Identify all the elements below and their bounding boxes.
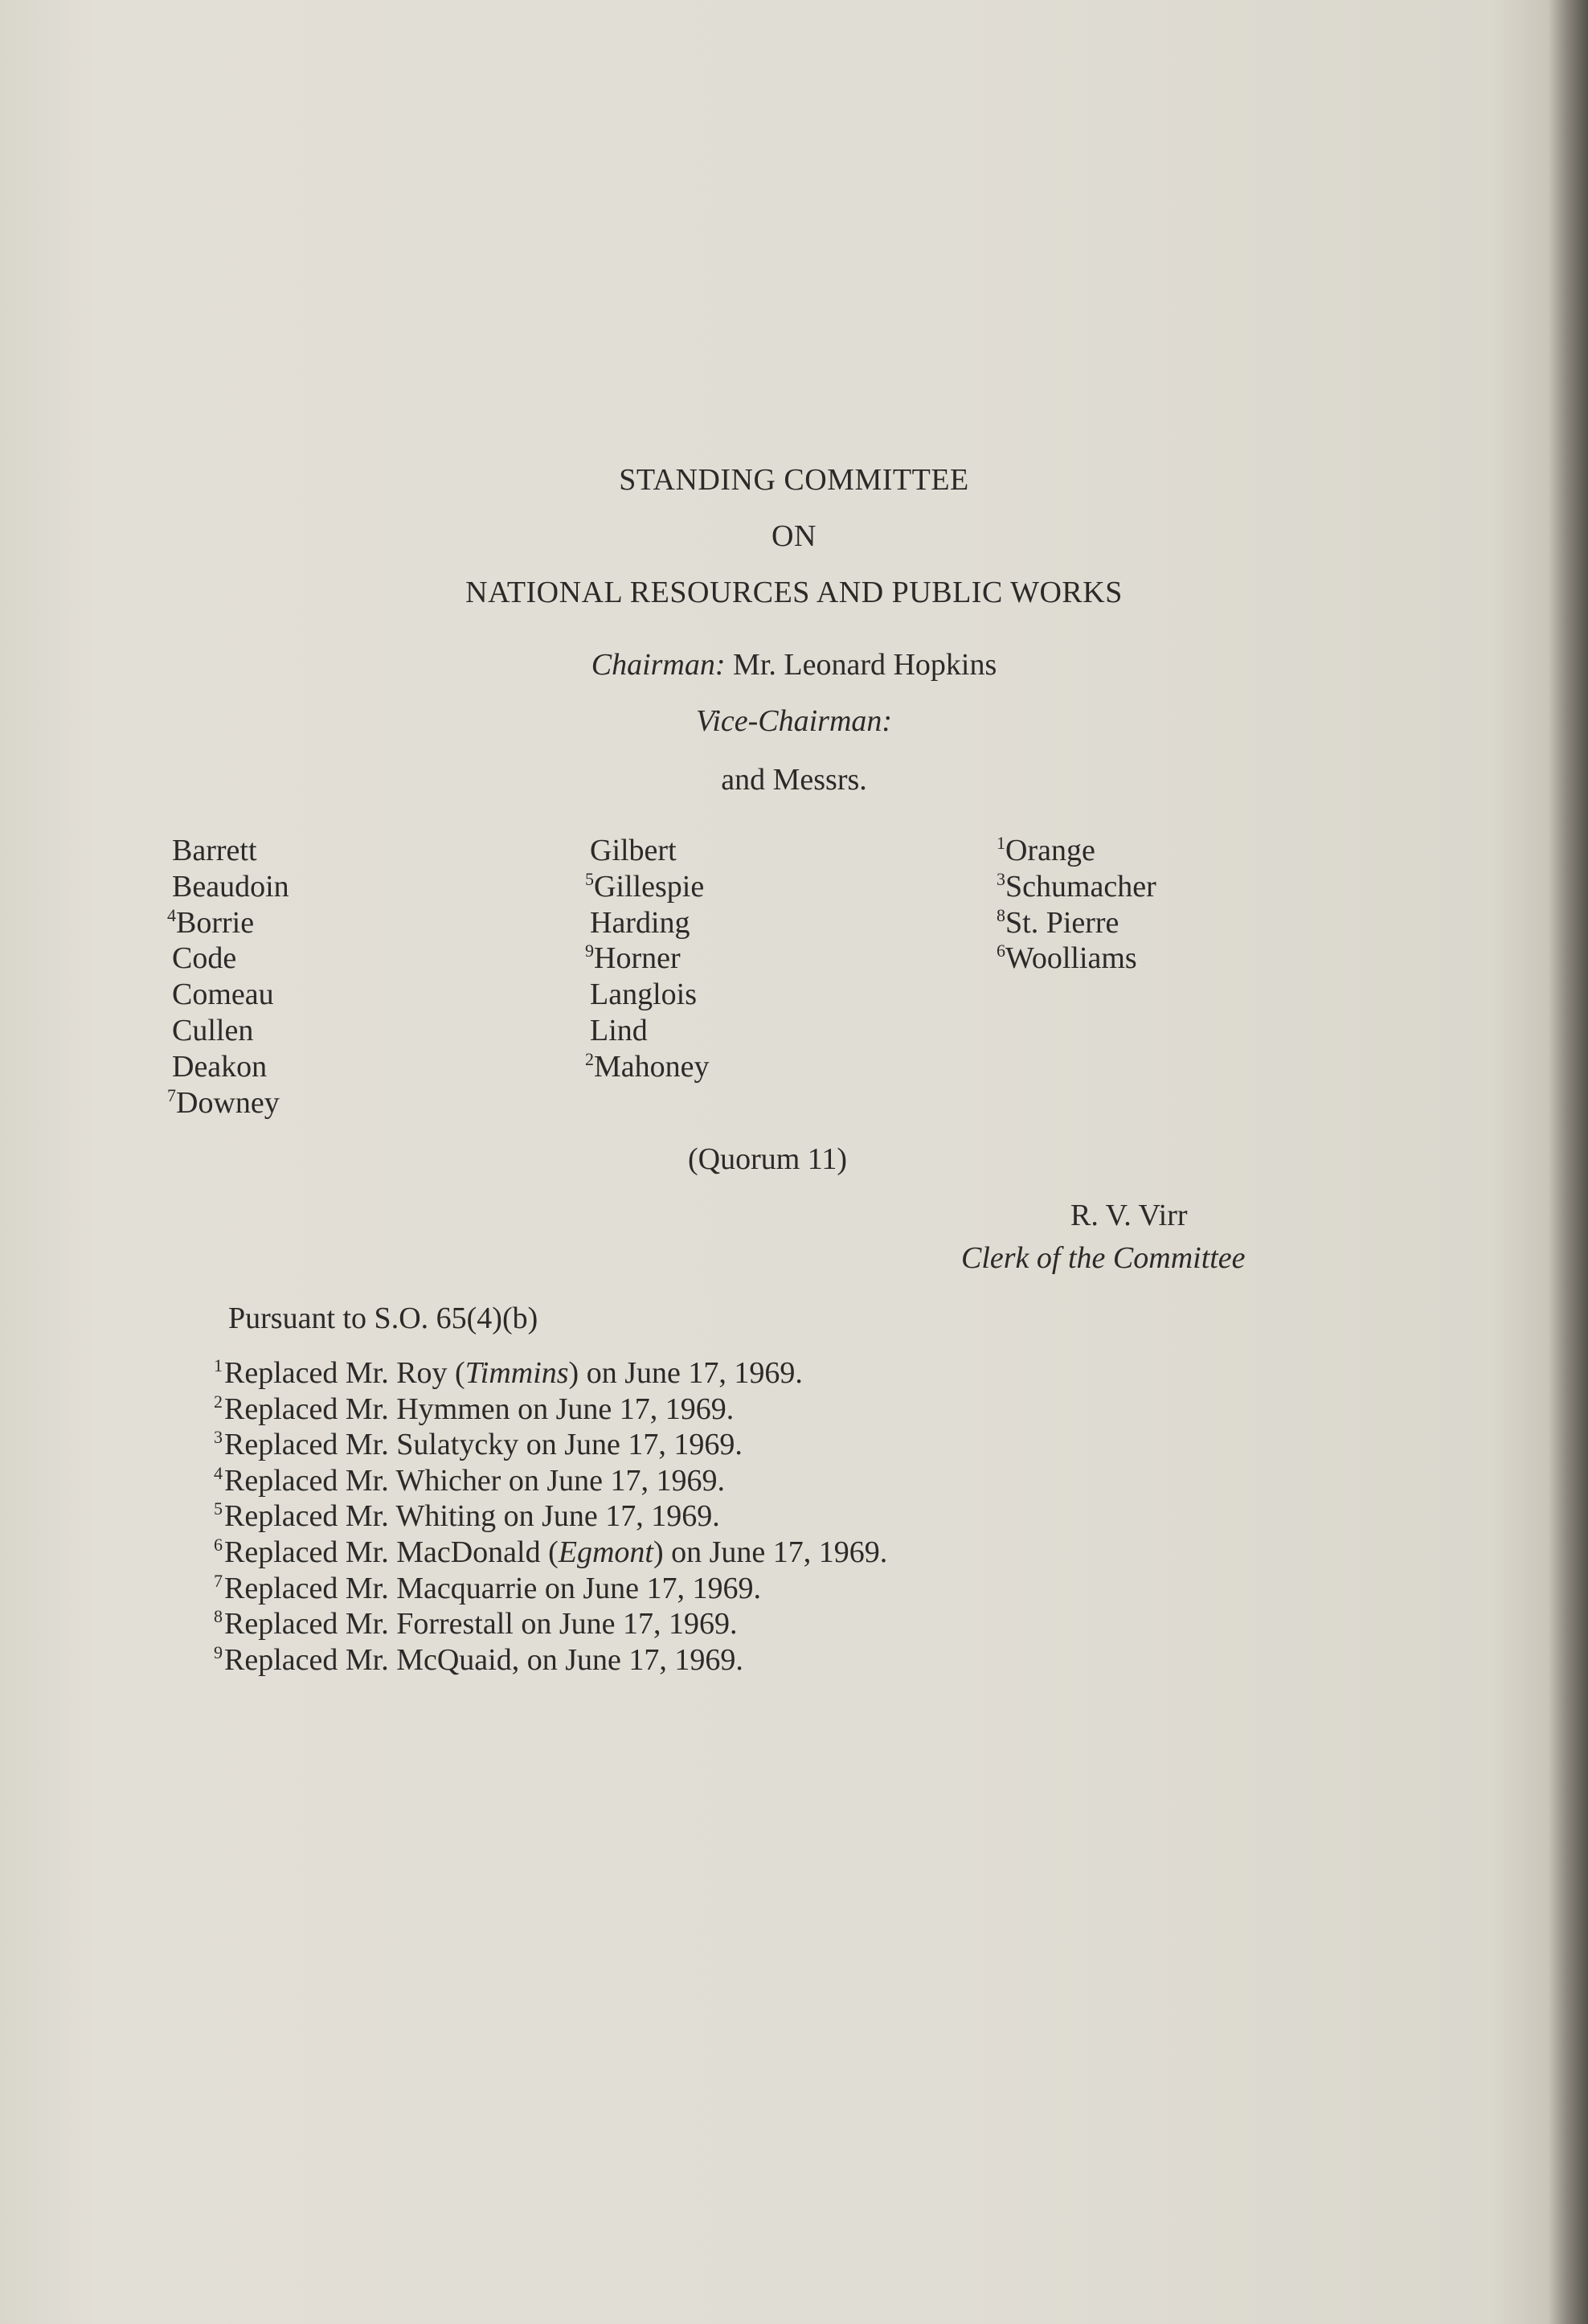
clerk-name: R. V. Virr xyxy=(1070,1199,1188,1232)
member-name-text: Code xyxy=(172,941,237,976)
chairman-label: Chairman: xyxy=(591,648,726,682)
member-name xyxy=(167,1085,289,1121)
member-name xyxy=(167,869,289,905)
member-name-text: Barrett xyxy=(172,834,257,867)
footnote-text: Replaced Mr. McQuaid, on June 17, 1969. xyxy=(224,1642,743,1677)
member-name xyxy=(997,905,1156,941)
footnote-item xyxy=(214,1535,887,1571)
footnote-item xyxy=(214,1498,887,1535)
member-name-text: Lind xyxy=(590,1013,648,1047)
footnote-item xyxy=(214,1392,887,1428)
footnote-item xyxy=(214,1606,887,1642)
member-name xyxy=(585,1049,710,1085)
footnote-text: Replaced Mr. Forrestall on June 17, 1969. xyxy=(224,1607,738,1642)
footnote-number: 4 xyxy=(214,1462,223,1483)
footnote-marker: 6 xyxy=(997,941,1005,961)
pursuant-line: Pursuant to S.O. 65(4)(b) xyxy=(228,1301,538,1335)
member-name-text: Harding xyxy=(590,905,690,940)
member-name xyxy=(997,833,1156,869)
footnote-text: Replaced Mr. Hymmen on June 17, 1969. xyxy=(224,1392,735,1426)
footnote-item xyxy=(214,1642,887,1678)
member-name xyxy=(997,869,1156,905)
footnote-marker: 9 xyxy=(585,941,594,961)
chairman-name: Mr. Leonard Hopkins xyxy=(733,648,997,682)
member-name xyxy=(167,941,289,977)
footnote-marker: 8 xyxy=(997,904,1005,925)
members-column-2 xyxy=(585,833,710,1085)
footnote-number: 3 xyxy=(214,1427,223,1448)
footnote-number: 7 xyxy=(214,1570,223,1591)
footnote-item xyxy=(214,1427,887,1463)
footnote-text: Replaced Mr. MacDonald ( xyxy=(224,1535,559,1569)
committee-heading-line1: STANDING COMMITTEE xyxy=(619,463,969,497)
member-name xyxy=(167,1013,289,1049)
member-name-text: Woolliams xyxy=(1005,941,1137,976)
chairman-line xyxy=(0,650,1588,680)
member-name xyxy=(585,941,710,977)
members-column-3 xyxy=(997,833,1156,977)
vice-chairman-label: Vice-Chairman: xyxy=(695,704,893,738)
member-name-text: Schumacher xyxy=(1005,869,1156,904)
footnote-item xyxy=(214,1463,887,1499)
member-name xyxy=(167,1049,289,1085)
member-name-text: Horner xyxy=(594,941,681,976)
member-name-text: Mahoney xyxy=(594,1049,710,1084)
member-name xyxy=(585,977,710,1013)
member-name-text: Orange xyxy=(1005,834,1095,867)
member-name-text: Gillespie xyxy=(594,869,705,904)
footnote-marker: 7 xyxy=(167,1084,176,1105)
footnote-text: Replaced Mr. Whicher on June 17, 1969. xyxy=(224,1463,725,1498)
footnote-number: 6 xyxy=(214,1534,223,1555)
quorum: (Quorum 11) xyxy=(688,1142,848,1176)
member-name-text: Deakon xyxy=(172,1049,268,1084)
footnote-marker: 4 xyxy=(167,904,176,925)
committee-heading-line2: ON xyxy=(771,519,817,553)
clerk-title: Clerk of the Committee xyxy=(961,1241,1246,1275)
footnote-marker: 3 xyxy=(997,868,1005,889)
footnote-number: 8 xyxy=(214,1606,223,1627)
member-name xyxy=(585,833,710,869)
footnote-number: 2 xyxy=(214,1391,223,1412)
footnote-tail: ) on June 17, 1969. xyxy=(568,1356,803,1390)
member-name xyxy=(585,1013,710,1049)
member-name-text: Downey xyxy=(176,1085,280,1120)
footnote-tail: ) on June 17, 1969. xyxy=(653,1535,888,1569)
and-messrs: and Messrs. xyxy=(721,763,867,797)
member-name-text: Borrie xyxy=(176,905,255,940)
member-name-text: St. Pierre xyxy=(1005,905,1119,940)
member-name xyxy=(585,869,710,905)
footnote-number: 5 xyxy=(214,1498,223,1519)
footnote-text: Replaced Mr. Sulatycky on June 17, 1969. xyxy=(224,1428,743,1462)
footnote-number: 1 xyxy=(214,1355,223,1375)
member-name-text: Comeau xyxy=(172,978,274,1012)
footnote-number: 9 xyxy=(214,1642,223,1662)
member-name-text: Gilbert xyxy=(590,834,677,867)
footnote-riding: Timmins xyxy=(465,1356,569,1390)
footnote-text: Replaced Mr. Macquarrie on June 17, 1969. xyxy=(224,1571,761,1605)
footnote-text: Replaced Mr. Roy ( xyxy=(224,1356,465,1390)
committee-heading-line3: NATIONAL RESOURCES AND PUBLIC WORKS xyxy=(465,576,1123,609)
member-name xyxy=(167,833,289,869)
footnote-riding: Egmont xyxy=(558,1535,653,1569)
member-name xyxy=(585,905,710,941)
member-name-text: Beaudoin xyxy=(172,869,289,904)
members-column-1 xyxy=(167,833,289,1121)
member-name xyxy=(167,977,289,1013)
footnote-marker: 2 xyxy=(585,1048,594,1069)
member-name-text: Cullen xyxy=(172,1013,254,1047)
footnote-item xyxy=(214,1355,887,1392)
footnote-item xyxy=(214,1571,887,1607)
member-name-text: Langlois xyxy=(590,978,697,1012)
footnote-marker: 1 xyxy=(997,833,1005,853)
member-name xyxy=(167,905,289,941)
footnote-marker: 5 xyxy=(585,868,594,889)
member-name xyxy=(997,941,1156,977)
footnotes-list xyxy=(214,1355,887,1678)
footnote-text: Replaced Mr. Whiting on June 17, 1969. xyxy=(224,1499,720,1534)
